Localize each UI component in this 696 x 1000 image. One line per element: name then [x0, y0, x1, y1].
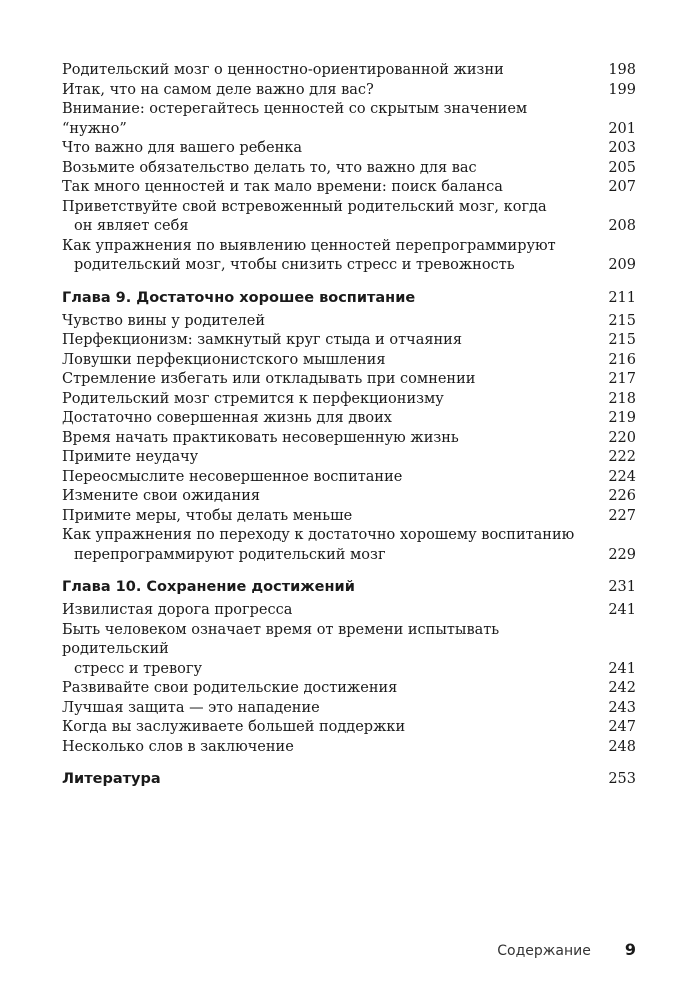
- toc-entry[interactable]: [62, 159, 636, 179]
- toc-entry[interactable]: [62, 61, 636, 81]
- toc-entry[interactable]: [62, 679, 636, 699]
- toc-entry-page-number: 216: [608, 351, 636, 368]
- toc-entry-title: [62, 468, 606, 488]
- chapter-page-number: 253: [608, 771, 636, 787]
- toc-entry-title: [62, 507, 606, 527]
- toc-entry-page-number: 242: [608, 680, 636, 696]
- toc-entry-title: [62, 139, 606, 159]
- toc-entry-title-line: Достаточно совершенная жизнь для двоих: [62, 410, 392, 426]
- toc-entry[interactable]: [62, 351, 636, 371]
- toc-entry-title-line: Так много ценностей и так мало времени: поиск баланса: [62, 179, 503, 195]
- toc-entry-title-line: Когда вы заслуживаете большей поддержки: [62, 719, 406, 735]
- toc-group-chapter-9: [62, 312, 636, 566]
- toc-entry[interactable]: [62, 409, 636, 429]
- toc-entry-title: [62, 390, 606, 410]
- toc-entry-page-number: 215: [608, 332, 636, 348]
- toc-entry[interactable]: [62, 468, 636, 488]
- toc-entry-title-continuation: родительский мозг, чтобы снизить стресс и тревожность: [74, 257, 515, 273]
- toc-entry-page-number: 208: [608, 218, 636, 234]
- toc-entry-title-continuation: он являет себя: [74, 218, 189, 234]
- toc-entry-page-number: 217: [608, 371, 636, 387]
- toc-entry[interactable]: [62, 390, 636, 410]
- table-of-contents: [62, 61, 636, 793]
- toc-entry-title: [62, 81, 606, 101]
- toc-entry-title-line: Быть человеком означает время от времени испытывать родительский: [62, 621, 500, 657]
- toc-entry-title: [62, 61, 606, 81]
- toc-entry-title: [62, 351, 606, 371]
- toc-entry-title: [62, 699, 606, 719]
- toc-entry-page-number: 199: [608, 81, 636, 98]
- toc-entry-title: [62, 370, 606, 390]
- page-footer: [0, 940, 636, 959]
- chapter-title: Глава 9. Достаточно хорошее воспитание: [62, 289, 416, 306]
- toc-entry-title: [62, 159, 606, 179]
- chapter-10-heading[interactable]: [62, 577, 636, 597]
- toc-entry-title-line: Извилистая дорога прогресса: [62, 602, 293, 618]
- toc-entry-title-line: Лучшая защита — это нападение: [62, 699, 320, 716]
- toc-entry[interactable]: [62, 487, 636, 507]
- chapter-9-heading[interactable]: [62, 288, 636, 308]
- toc-entry-title-line: Как упражнения по переходу к достаточно хорошему воспитанию: [62, 527, 575, 543]
- toc-group-chapter-10: [62, 601, 636, 757]
- toc-entry-title: [62, 448, 606, 468]
- toc-entry-title-line: Несколько слов в заключение: [62, 738, 294, 755]
- literature-heading[interactable]: [62, 769, 636, 789]
- toc-entry-page-number: 215: [608, 312, 636, 329]
- toc-entry-title-line: Развивайте свои родительские достижения: [62, 680, 398, 696]
- toc-entry-title-line: Возьмите обязательство делать то, что важно для вас: [62, 159, 477, 176]
- toc-entry[interactable]: [62, 331, 636, 351]
- toc-entry-title-line: Приветствуйте свой встревоженный родительский мозг, когда: [62, 198, 547, 215]
- toc-entry-title-continuation: стресс и тревогу: [74, 660, 203, 677]
- chapter-page-number: 211: [608, 289, 636, 306]
- toc-entry-title: [62, 312, 606, 332]
- toc-entry-page-number: 248: [608, 738, 636, 755]
- toc-entry-page-number: 209: [608, 257, 636, 273]
- chapter-title: Литература: [62, 771, 161, 787]
- toc-entry[interactable]: [62, 429, 636, 449]
- toc-entry-title-line: Примите неудачу: [62, 449, 199, 465]
- toc-entry-page-number: 224: [608, 468, 636, 485]
- toc-entry[interactable]: [62, 507, 636, 527]
- toc-entry-title-line: Ловушки перфекционистского мышления: [62, 351, 386, 368]
- toc-entry-title: [62, 178, 606, 198]
- toc-entry-page-number: 227: [608, 507, 636, 524]
- toc-entry[interactable]: [62, 81, 636, 101]
- toc-entry-page-number: 219: [608, 410, 636, 426]
- toc-entry[interactable]: [62, 139, 636, 159]
- running-footer-section: Содержание: [497, 943, 591, 959]
- toc-entry[interactable]: [62, 699, 636, 719]
- toc-entry-title: [62, 409, 606, 429]
- toc-entry[interactable]: [62, 601, 636, 621]
- toc-entry-title: [62, 237, 606, 276]
- toc-entry-title-line: Как упражнения по выявлению ценностей перепрограммируют: [62, 237, 556, 254]
- toc-entry-page-number: 241: [608, 660, 636, 677]
- toc-entry-page-number: 218: [608, 390, 636, 407]
- toc-entry-title-line: Время начать практиковать несовершенную жизнь: [62, 429, 459, 446]
- toc-entry-page-number: 247: [608, 719, 636, 735]
- toc-entry[interactable]: [62, 448, 636, 468]
- toc-entry-title-line: Чувство вины у родителей: [62, 312, 265, 329]
- toc-entry-title-line: Внимание: остерегайтесь ценностей со скрытым значением “нужно”: [62, 101, 528, 137]
- toc-entry-page-number: 203: [608, 140, 636, 156]
- toc-entry-title: [62, 621, 606, 680]
- toc-entry-title: [62, 526, 606, 565]
- toc-entry-page-number: 226: [608, 488, 636, 504]
- toc-entry-title: [62, 487, 606, 507]
- toc-entry[interactable]: [62, 621, 636, 680]
- toc-entry-page-number: 229: [608, 546, 636, 563]
- toc-entry-title: [62, 679, 606, 699]
- toc-entry-title-line: Итак, что на самом деле важно для вас?: [62, 81, 374, 98]
- toc-entry-title-line: Что важно для вашего ребенка: [62, 140, 302, 156]
- toc-entry[interactable]: [62, 178, 636, 198]
- toc-entry[interactable]: [62, 312, 636, 332]
- toc-entry[interactable]: [62, 198, 636, 237]
- toc-entry-title-line: Родительский мозг стремится к перфекционизму: [62, 390, 444, 407]
- toc-entry-page-number: 198: [608, 62, 636, 78]
- toc-entry-page-number: 207: [608, 179, 636, 195]
- toc-entry-title: [62, 718, 606, 738]
- toc-entry-title: [62, 100, 606, 139]
- toc-entry-title: [62, 429, 606, 449]
- toc-entry-title-continuation: перепрограммируют родительский мозг: [74, 546, 386, 563]
- chapter-title: Глава 10. Сохранение достижений: [62, 579, 355, 595]
- page-number: 9: [624, 940, 636, 959]
- toc-group-values: [62, 61, 636, 276]
- toc-entry-title: [62, 601, 606, 621]
- toc-entry[interactable]: [62, 718, 636, 738]
- toc-entry-page-number: 205: [608, 159, 636, 176]
- toc-entry-title-line: Стремление избегать или откладывать при сомнении: [62, 371, 476, 387]
- toc-entry-title: [62, 331, 606, 351]
- chapter-page-number: 231: [608, 579, 636, 595]
- toc-entry-page-number: 222: [608, 449, 636, 465]
- toc-entry[interactable]: [62, 370, 636, 390]
- toc-entry[interactable]: [62, 237, 636, 276]
- toc-entry-page-number: 201: [608, 120, 636, 137]
- toc-entry-title-line: Измените свои ожидания: [62, 488, 261, 504]
- toc-entry-title-line: Перфекционизм: замкнутый круг стыда и отчаяния: [62, 332, 462, 348]
- toc-entry-title: [62, 198, 606, 237]
- toc-entry-title-line: Родительский мозг о ценностно-ориентированной жизни: [62, 62, 504, 78]
- toc-entry[interactable]: [62, 738, 636, 758]
- toc-entry[interactable]: [62, 526, 636, 565]
- toc-entry-page-number: 243: [608, 699, 636, 716]
- toc-entry-title-line: Примите меры, чтобы делать меньше: [62, 507, 353, 524]
- toc-entry-page-number: 220: [608, 429, 636, 446]
- toc-entry-title: [62, 738, 606, 758]
- toc-entry-page-number: 241: [608, 602, 636, 618]
- toc-entry[interactable]: [62, 100, 636, 139]
- toc-entry-title-line: Переосмыслите несовершенное воспитание: [62, 468, 403, 485]
